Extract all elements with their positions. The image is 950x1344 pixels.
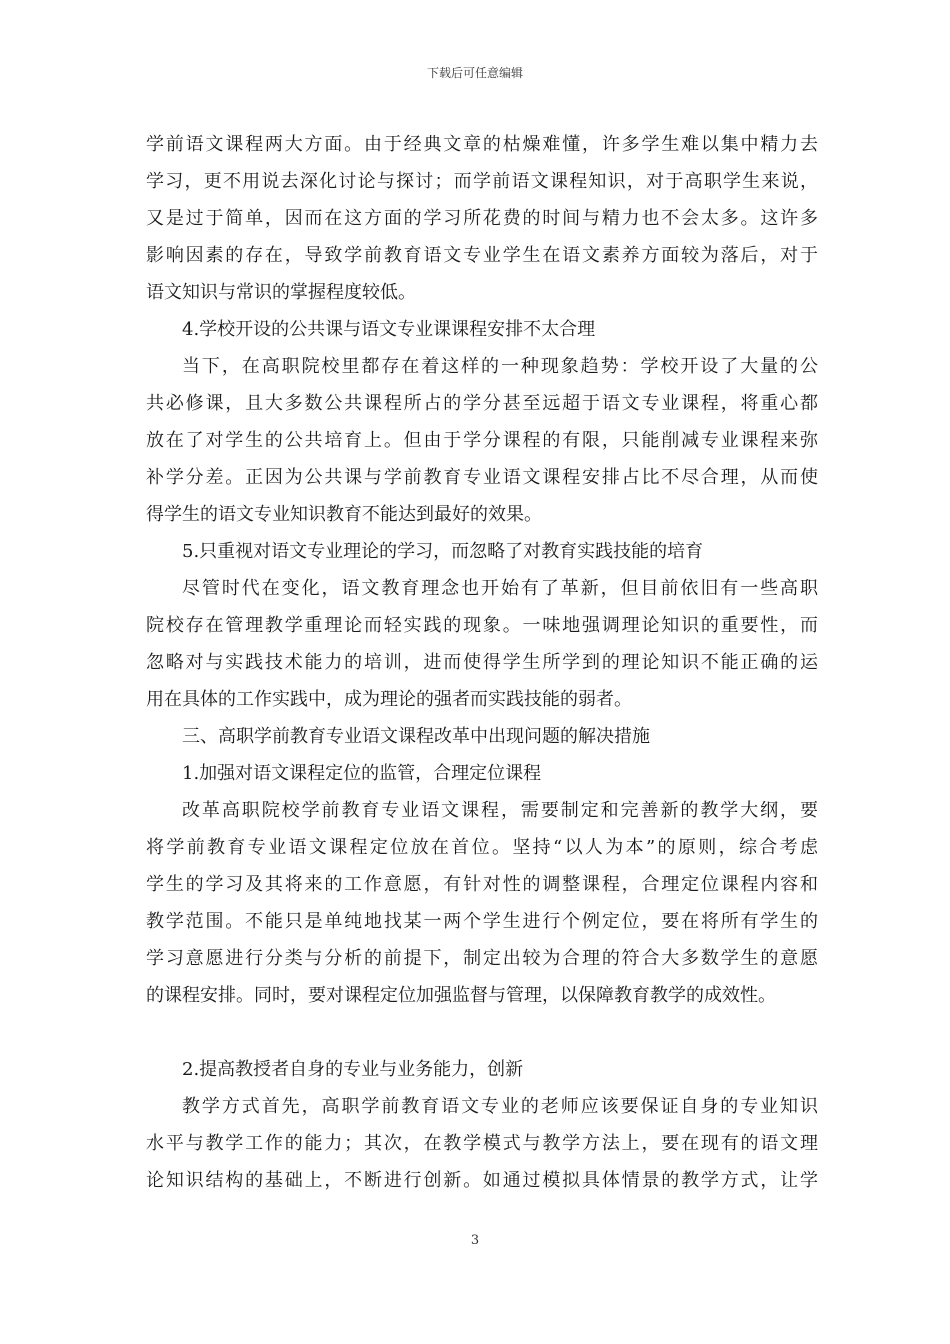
text-line: 用在具体的工作实践中，成为理论的强者而实践技能的弱者。 — [146, 689, 632, 710]
section-heading: 三、高职学前教育专业语文课程改革中出现问题的解决措施 — [182, 726, 650, 747]
text-line: 将学前教育专业语文课程定位放在首位。坚持“以人为本”的原则，综合考虑 — [146, 837, 818, 858]
section-heading: 2.提高教授者自身的专业与业务能力，创新 — [182, 1059, 524, 1080]
text-line: 的课程安排。同时，要对课程定位加强监督与管理，以保障教育教学的成效性。 — [146, 985, 776, 1006]
text-line: 水平与教学工作的能力；其次，在教学模式与教学方法上，要在现有的语文理 — [146, 1133, 818, 1154]
paragraph-spacer — [146, 1014, 818, 1051]
text-line: 忽略对与实践技术能力的培训，进而使得学生所学到的理论知识不能正确的运 — [146, 652, 818, 673]
text-line: 影响因素的存在，导致学前教育语文专业学生在语文素养方面较为落后，对于 — [146, 245, 818, 266]
page-header: 下载后可任意编辑 — [426, 66, 523, 80]
text-line: 改革高职院校学前教育专业语文课程，需要制定和完善新的教学大纲，要 — [182, 800, 818, 821]
text-line: 补学分差。正因为公共课与学前教育专业语文课程安排占比不尽合理，从而使 — [146, 467, 818, 488]
text-line: 学生的学习及其将来的工作意愿，有针对性的调整课程，合理定位课程内容和 — [146, 874, 818, 895]
text-line: 得学生的语文专业知识教育不能达到最好的效果。 — [146, 504, 542, 525]
section-heading: 1.加强对语文课程定位的监管，合理定位课程 — [182, 763, 542, 784]
text-line: 论知识结构的基础上，不断进行创新。如通过模拟具体情景的教学方式，让学 — [146, 1170, 818, 1191]
section-heading: 4.学校开设的公共课与语文专业课课程安排不太合理 — [182, 319, 596, 340]
text-line: 又是过于简单，因而在这方面的学习所花费的时间与精力也不会太多。这许多 — [146, 208, 818, 229]
document-body — [146, 126, 818, 1199]
text-line: 学习，更不用说去深化讨论与探讨；而学前语文课程知识，对于高职学生来说， — [146, 171, 818, 192]
text-line: 学习意愿进行分类与分析的前提下，制定出较为合理的符合大多数学生的意愿 — [146, 948, 818, 969]
text-line: 院校存在管理教学重理论而轻实践的现象。一味地强调理论知识的重要性，而 — [146, 615, 818, 636]
text-line: 学前语文课程两大方面。由于经典文章的枯燥难懂，许多学生难以集中精力去 — [146, 134, 818, 155]
text-line: 当下，在高职院校里都存在着这样的一种现象趋势：学校开设了大量的公 — [182, 356, 818, 377]
section-heading: 5.只重视对语文专业理论的学习，而忽略了对教育实践技能的培育 — [182, 541, 704, 562]
text-line: 语文知识与常识的掌握程度较低。 — [146, 282, 416, 303]
page-number: 3 — [470, 1233, 480, 1248]
text-line: 放在了对学生的公共培育上。但由于学分课程的有限，只能削减专业课程来弥 — [146, 430, 818, 451]
text-line: 共必修课，且大多数公共课程所占的学分甚至远超于语文专业课程，将重心都 — [146, 393, 818, 414]
text-line: 尽管时代在变化，语文教育理念也开始有了革新，但目前依旧有一些高职 — [182, 578, 818, 599]
text-line: 教学方式首先，高职学前教育语文专业的老师应该要保证自身的专业知识 — [182, 1096, 818, 1117]
text-line: 教学范围。不能只是单纯地找某一两个学生进行个例定位，要在将所有学生的 — [146, 911, 818, 932]
